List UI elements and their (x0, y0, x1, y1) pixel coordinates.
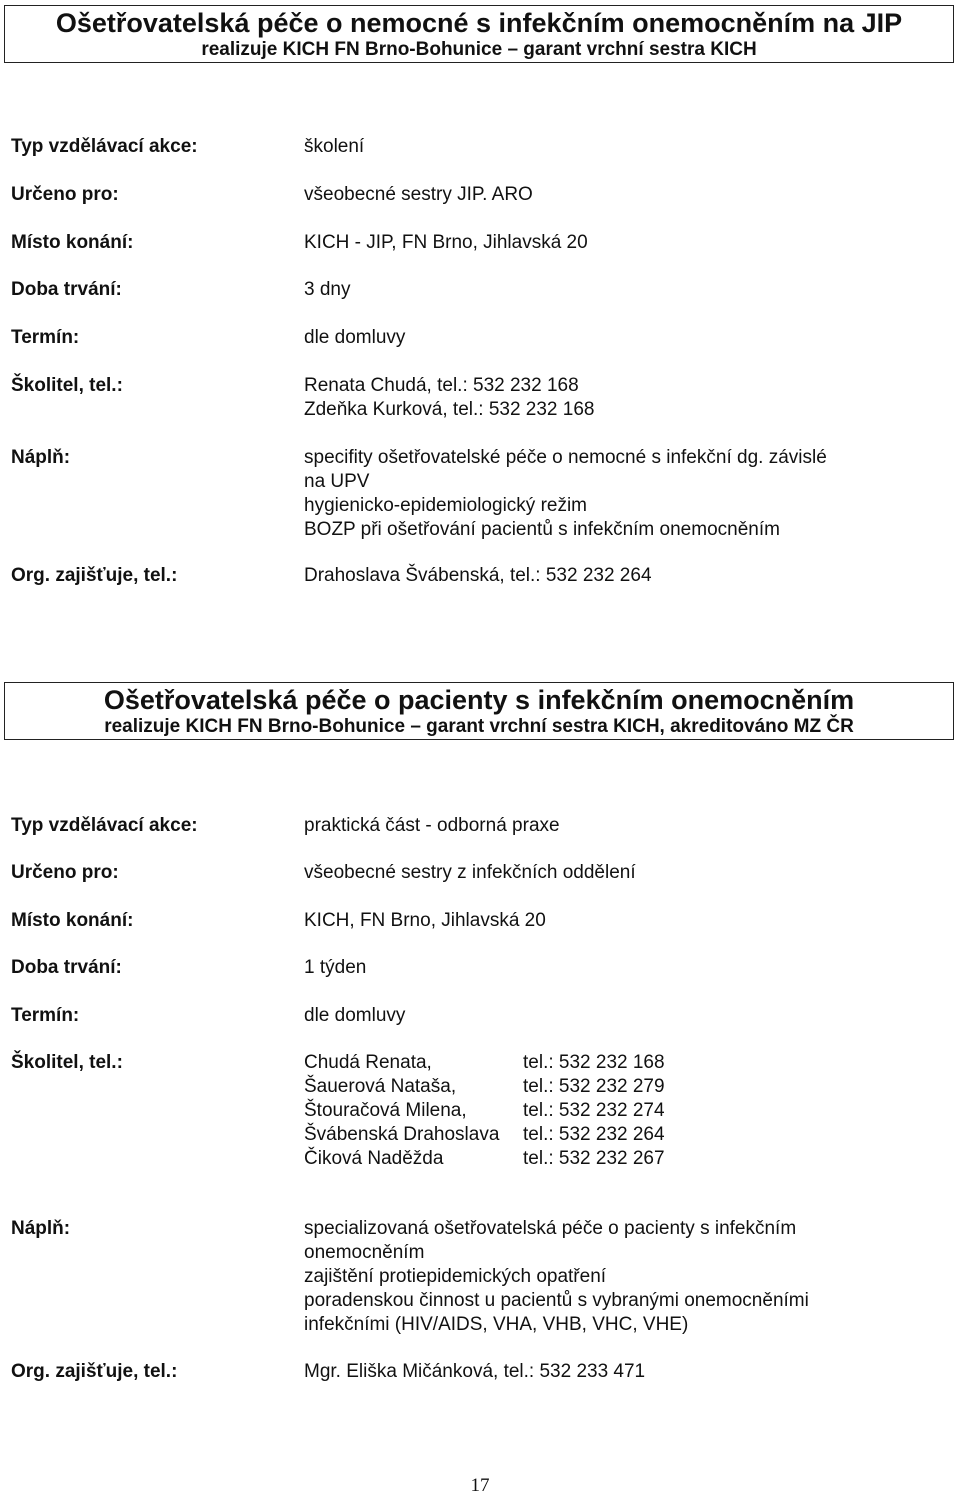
s2-trainer-name: Čiková Naděžda (304, 1148, 444, 1169)
s2-termin-value: dle domluvy (304, 1005, 406, 1026)
page-number: 17 (470, 1475, 490, 1496)
s2-org-label: Org. zajišťuje, tel.: (11, 1361, 178, 1382)
s1-typ-value: školení (304, 136, 365, 157)
section2-header (4, 682, 954, 740)
s2-trainer-tel: tel.: 532 232 279 (523, 1076, 665, 1097)
s2-trainer-name: Štouračová Milena, (304, 1100, 467, 1121)
s2-trainer-name: Chudá Renata, (304, 1052, 432, 1073)
s1-skolitel-line: Zdeňka Kurková, tel.: 532 232 168 (304, 399, 595, 420)
s1-napln-line: hygienicko-epidemiologický režim (304, 495, 588, 516)
s1-typ-label: Typ vzdělávací akce: (11, 136, 198, 157)
s1-napln-line: na UPV (304, 471, 370, 492)
s2-napln-label: Náplň: (11, 1218, 71, 1239)
s2-trainer-row (304, 1051, 665, 1075)
s2-urceno-value: všeobecné sestry z infekčních oddělení (304, 862, 636, 883)
s1-doba-value: 3 dny (304, 279, 351, 300)
s2-napln-lines (304, 1217, 809, 1337)
s1-org-value: Drahoslava Švábenská, tel.: 532 232 264 (304, 565, 652, 586)
section1-title: Ošetřovatelská péče o nemocné s infekčním onemocněním na JIP (55, 8, 903, 38)
s2-trainer-tel: tel.: 532 232 168 (523, 1052, 665, 1073)
s2-trainer-name: Švábenská Drahoslava (304, 1124, 500, 1145)
s1-misto-value: KICH - JIP, FN Brno, Jihlavská 20 (304, 232, 588, 253)
s1-skolitel-label: Školitel, tel.: (11, 375, 123, 396)
s1-termin-value: dle domluvy (304, 327, 406, 348)
s2-napln-line: specializovaná ošetřovatelská péče o pacienty s infekčním (304, 1218, 797, 1239)
s1-urceno-label: Určeno pro: (11, 184, 119, 205)
s2-trainer-name: Šauerová Nataša, (304, 1076, 457, 1097)
s2-napln-line: infekčními (HIV/AIDS, VHA, VHB, VHC, VHE) (304, 1314, 689, 1335)
s1-termin-label: Termín: (11, 327, 80, 348)
s2-napln-line: poradenskou činnost u pacientů s vybranými onemocněními (304, 1290, 809, 1311)
s1-skolitel-lines (304, 374, 594, 422)
s2-doba-label: Doba trvání: (11, 957, 122, 978)
s2-trainer-row (304, 1147, 665, 1171)
s2-skolitel-lines (304, 1051, 665, 1171)
s1-org-label: Org. zajišťuje, tel.: (11, 565, 178, 586)
s2-misto-label: Místo konání: (11, 910, 134, 931)
s2-skolitel-label: Školitel, tel.: (11, 1052, 123, 1073)
s2-trainer-row (304, 1123, 665, 1147)
s2-trainer-row (304, 1075, 665, 1099)
s1-napln-line: specifity ošetřovatelské péče o nemocné s infekční dg. závislé (304, 447, 827, 468)
section2-title: Ošetřovatelská péče o pacienty s infekčním onemocněním (103, 685, 855, 715)
section2-subtitle: realizuje KICH FN Brno-Bohunice – garant vrchní sestra KICH, akreditováno MZ ČR (104, 716, 854, 737)
s2-org-value: Mgr. Eliška Mičánková, tel.: 532 233 471 (304, 1361, 646, 1382)
s1-napln-label: Náplň: (11, 447, 71, 468)
s1-skolitel-line: Renata Chudá, tel.: 532 232 168 (304, 375, 579, 396)
s2-trainer-row (304, 1099, 665, 1123)
section1-header (4, 5, 954, 63)
s1-urceno-value: všeobecné sestry JIP. ARO (304, 184, 533, 205)
section1-subtitle: realizuje KICH FN Brno-Bohunice – garant vrchní sestra KICH (201, 39, 757, 60)
s2-trainer-tel: tel.: 532 232 274 (523, 1100, 665, 1121)
s1-misto-label: Místo konání: (11, 232, 134, 253)
s2-napln-line: onemocněním (304, 1242, 425, 1263)
s2-termin-label: Termín: (11, 1005, 80, 1026)
s2-misto-value: KICH, FN Brno, Jihlavská 20 (304, 910, 546, 931)
s2-trainer-tel: tel.: 532 232 264 (523, 1124, 665, 1145)
s1-napln-line: BOZP při ošetřování pacientů s infekčním onemocněním (304, 519, 780, 540)
s1-napln-lines (304, 446, 827, 542)
s2-urceno-label: Určeno pro: (11, 862, 119, 883)
s2-napln-line: zajištění protiepidemických opatření (304, 1266, 607, 1287)
s1-doba-label: Doba trvání: (11, 279, 122, 300)
s2-trainer-tel: tel.: 532 232 267 (523, 1148, 665, 1169)
s2-doba-value: 1 týden (304, 957, 367, 978)
s2-typ-label: Typ vzdělávací akce: (11, 815, 198, 836)
s2-typ-value: praktická část - odborná praxe (304, 815, 560, 836)
